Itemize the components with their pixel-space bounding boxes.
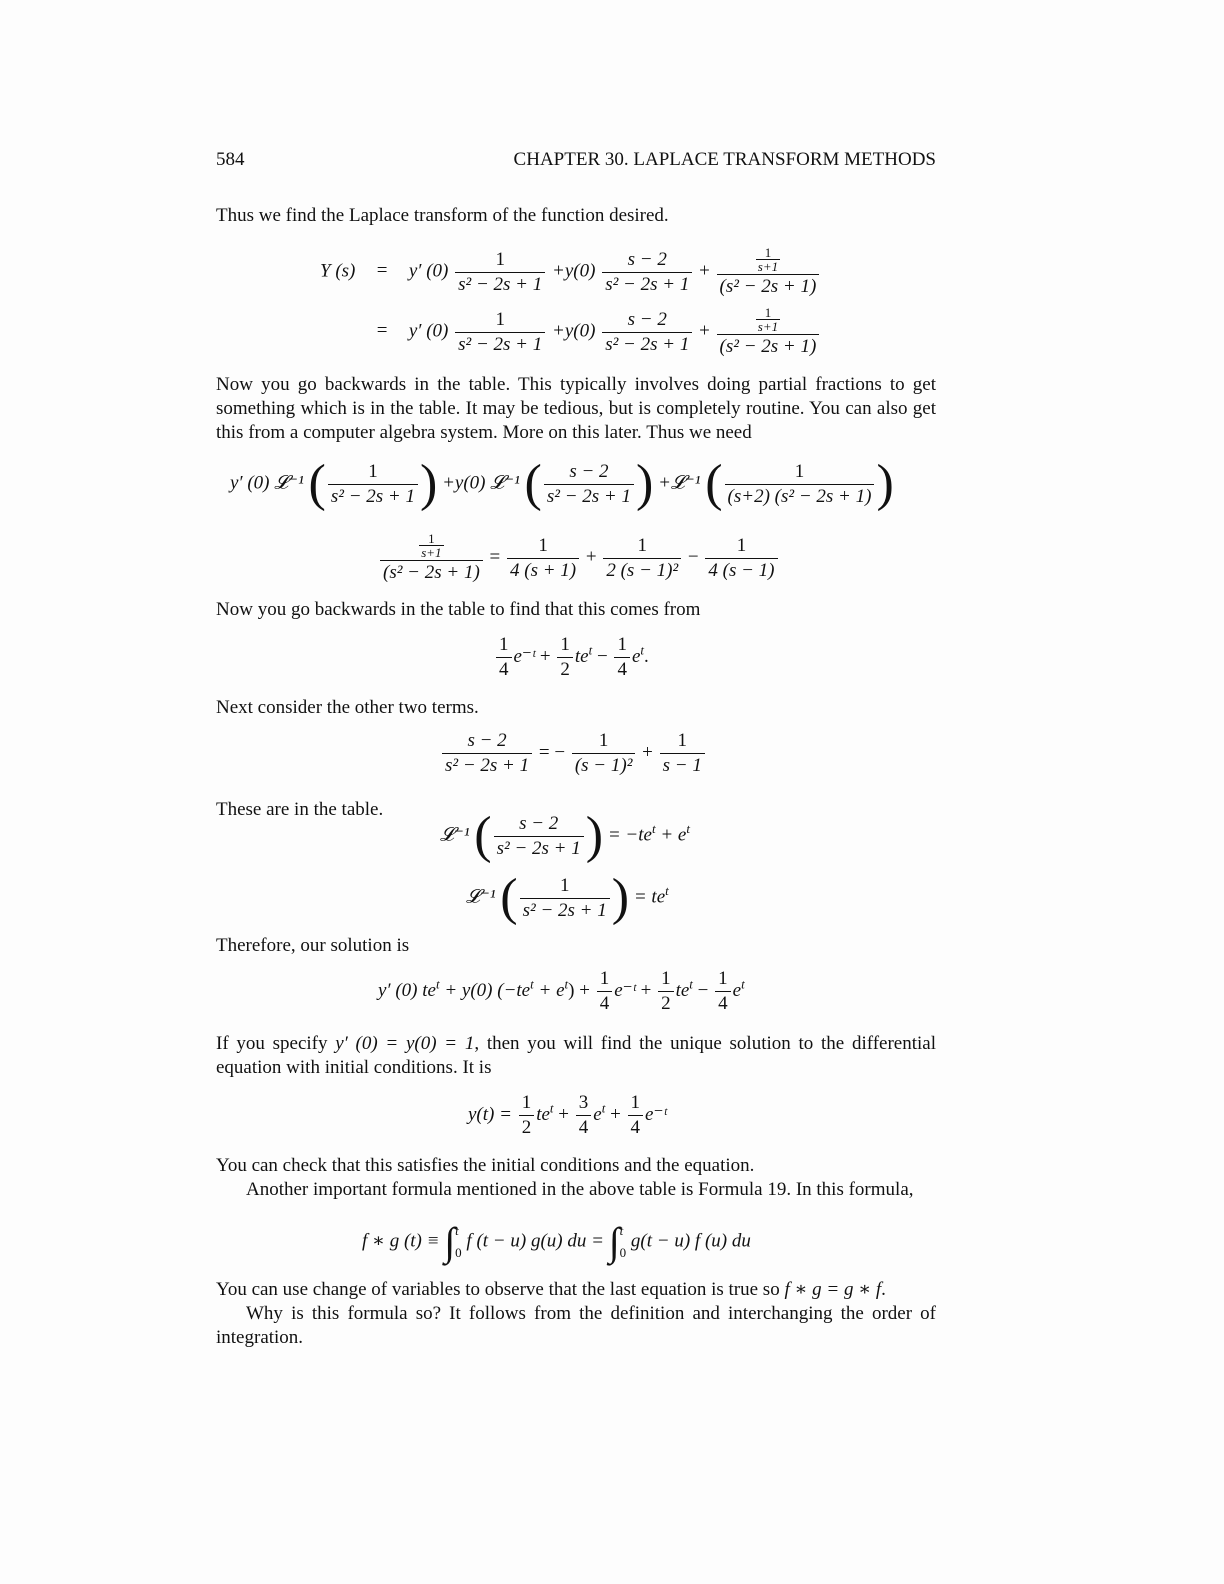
math-text: − (596, 645, 608, 667)
paragraph: Why is this formula so? It follows from the definition and interchanging the order of integration. (216, 1303, 936, 1348)
fraction (328, 461, 418, 508)
equation-yt (468, 1092, 667, 1139)
denominator: 4 (s − 1) (705, 558, 777, 582)
numerator: 1 (368, 460, 378, 482)
superscript: t (549, 1100, 554, 1116)
superscript: t (651, 821, 656, 837)
denominator: (s² − 2s + 1) (717, 274, 820, 298)
fraction (380, 532, 483, 584)
numerator: 1 (428, 531, 435, 546)
fraction (455, 309, 545, 356)
numerator: s − 2 (627, 308, 667, 330)
math-text: + (642, 741, 653, 763)
upper-limit: t (619, 1223, 624, 1238)
fraction (507, 535, 579, 582)
fraction (756, 306, 780, 333)
denominator: (s² − 2s + 1) (717, 334, 820, 358)
superscript: t (588, 642, 593, 658)
denominator: s² − 2s + 1 (494, 836, 584, 860)
math-text: + (610, 1103, 621, 1125)
integral-sign: ∫ (444, 1219, 456, 1264)
paragraph: Now you go backwards in the table. This typically involves doing partial fractions to get something which is in the table. It may be tedious, but is completely routine. You can also get this from a computer algebra system. More on this later. Thus we need (216, 374, 936, 443)
equation-other-terms (440, 730, 707, 777)
numerator: 1 (495, 308, 505, 330)
denominator: 4 (614, 657, 630, 681)
math-text: + (585, 546, 597, 568)
fraction (658, 968, 674, 1015)
denominator: 4 (576, 1115, 592, 1139)
numerator: 1 (637, 534, 647, 556)
denominator: s² − 2s + 1 (442, 753, 532, 777)
denominator: (s − 1)² (572, 753, 636, 777)
denominator: s² − 2s + 1 (544, 484, 634, 508)
math-text: = (376, 320, 388, 342)
math-text: y′ (0) (408, 260, 449, 282)
superscript: t (601, 1100, 606, 1116)
math-text: + (640, 979, 652, 1001)
math-text: = (489, 546, 501, 568)
fraction (602, 309, 692, 356)
numerator: 1 (630, 1092, 641, 1113)
math-text: y′ (0) te (378, 979, 436, 1001)
lower-limit: 0 (455, 1245, 462, 1260)
paragraph (216, 1032, 936, 1080)
denominator: 2 (658, 991, 674, 1015)
fraction (614, 634, 630, 681)
paren-close: ) (876, 455, 894, 512)
numerator: 1 (495, 248, 505, 270)
superscript: t (686, 821, 690, 837)
numerator: 1 (718, 968, 728, 989)
math-text: ) (568, 979, 575, 1001)
fraction (576, 1092, 592, 1139)
page-number: 584 (216, 149, 245, 170)
math-text: f (t − u) g(u) du = (466, 1230, 604, 1252)
numerator: 1 (677, 730, 687, 751)
fraction (496, 634, 512, 681)
math-text: − (697, 979, 709, 1001)
numerator: 1 (617, 634, 627, 655)
denominator: s+1 (757, 259, 779, 274)
math-text: + (699, 320, 710, 342)
denominator: s² − 2s + 1 (328, 484, 418, 508)
denominator: s+1 (757, 319, 779, 334)
fraction (602, 249, 692, 296)
integral-sign: ∫ (608, 1219, 620, 1264)
math-text: + (579, 979, 590, 1001)
paragraph: You can check that this satisfies the initial conditions and the equation. (216, 1155, 755, 1176)
paren-close: ) (611, 869, 630, 926)
numerator: 1 (499, 634, 509, 655)
integral-limits (455, 1220, 462, 1264)
paragraph-text: . (881, 1279, 886, 1300)
math-text: + e (538, 979, 565, 1001)
paren-open: ( (705, 455, 723, 512)
denominator: s² − 2s + 1 (520, 898, 610, 922)
math-text: +y(0) (552, 260, 596, 282)
fraction (442, 730, 532, 777)
math-text: y′ (0) 𝓛⁻¹ (230, 472, 304, 494)
numerator: s − 2 (519, 812, 559, 834)
paragraph (216, 1278, 936, 1302)
paren-open: ( (308, 455, 326, 512)
numerator: 1 (764, 305, 772, 320)
numerator: 1 (538, 534, 548, 556)
math-text: = −te (607, 824, 652, 846)
equation-ys-line1 (320, 246, 821, 298)
denominator: 2 (557, 657, 573, 681)
fraction (544, 461, 634, 508)
fraction (603, 535, 681, 582)
fraction (572, 730, 636, 777)
math-text: f ∗ g (t) ≡ (362, 1230, 440, 1252)
denominator: s² − 2s + 1 (455, 332, 545, 356)
math-text: te (574, 645, 589, 667)
math-text: + (539, 645, 551, 667)
paren-open: ( (524, 455, 542, 512)
paragraph: Therefore, our solution is (216, 935, 410, 956)
equation-convolution (362, 1216, 751, 1268)
numerator: 1 (521, 1092, 532, 1113)
math-text: e⁻ᵗ (614, 979, 636, 1001)
equation-ys-line2 (320, 306, 821, 358)
numerator: 1 (560, 634, 570, 655)
denominator: s² − 2s + 1 (602, 332, 692, 356)
superscript: t (435, 976, 440, 992)
paragraph-text: You can use change of variables to observe that the last equation is true so (216, 1279, 785, 1300)
math-text: +y(0) 𝓛⁻¹ (442, 472, 520, 494)
fraction (715, 968, 731, 1015)
paren-open: ( (474, 807, 492, 864)
numerator: 1 (736, 534, 747, 556)
equation-solution (378, 968, 745, 1015)
denominator: 2 (519, 1115, 535, 1139)
numerator: 1 (794, 460, 805, 482)
paren-open: ( (500, 869, 518, 926)
math-text: e⁻ᵗ (513, 645, 536, 667)
fraction (455, 249, 545, 296)
numerator: s − 2 (627, 248, 667, 270)
denominator: 4 (715, 991, 731, 1015)
paragraph: Thus we find the Laplace transform of the function desired. (216, 205, 669, 226)
math-text: g(t − u) f (u) du (630, 1230, 751, 1252)
fraction (628, 1092, 644, 1139)
paragraph-text: , then you will find the unique solution to the differential equation with initial conditions. It is (216, 1033, 936, 1078)
lower-limit: 0 (619, 1245, 627, 1260)
math-text: + y(0) (−te (444, 979, 531, 1001)
math-text: y′ (0) (408, 320, 449, 342)
fraction (557, 634, 573, 681)
numerator: s − 2 (569, 460, 609, 482)
math-text: +𝓛⁻¹ (658, 472, 701, 494)
math-text: y(t) = (468, 1103, 512, 1125)
upper-limit: t (455, 1223, 459, 1238)
fraction (705, 535, 777, 582)
denominator: s+1 (421, 545, 442, 560)
numerator: 1 (559, 874, 570, 896)
numerator: 1 (764, 245, 772, 260)
numerator: s − 2 (467, 730, 507, 751)
numerator: 1 (599, 968, 610, 989)
fraction (725, 461, 875, 508)
denominator: 4 (628, 1115, 644, 1139)
superscript: t (564, 976, 569, 992)
math-text: te (536, 1103, 550, 1125)
inline-math: y′ (0) = y(0) = 1 (335, 1033, 475, 1054)
fraction (597, 968, 613, 1015)
denominator: 4 (s + 1) (507, 558, 579, 582)
superscript: t (741, 976, 745, 992)
math-text: e (593, 1103, 602, 1125)
math-text: Y (s) (320, 260, 356, 282)
superscript: t (689, 976, 693, 992)
numerator: 1 (598, 730, 609, 751)
math-text: . (644, 645, 649, 667)
paren-close: ) (585, 807, 604, 864)
superscript: t (530, 976, 534, 992)
denominator: s² − 2s + 1 (455, 272, 545, 296)
denominator: (s² − 2s + 1) (380, 560, 483, 584)
fraction (519, 1092, 535, 1139)
denominator: 4 (496, 657, 512, 681)
fraction (717, 306, 820, 358)
math-text: 𝓛⁻¹ (440, 824, 470, 846)
paragraph-text: If you specify (216, 1033, 336, 1054)
equation-partial-fractions (378, 532, 780, 584)
math-text: − (687, 546, 699, 568)
math-text: + (558, 1103, 569, 1125)
equation-inverse-a (440, 807, 690, 864)
math-text: + (699, 260, 710, 282)
fraction (660, 730, 705, 777)
fraction (756, 246, 780, 273)
superscript: t (665, 883, 669, 899)
math-text: + e (660, 824, 687, 846)
denominator: s² − 2s + 1 (602, 272, 692, 296)
numerator: 1 (661, 968, 671, 989)
math-text: e (732, 979, 742, 1001)
equation-inverse-b (466, 869, 669, 926)
chapter-title: CHAPTER 30. LAPLACE TRANSFORM METHODS (513, 149, 936, 170)
numerator: 3 (578, 1092, 589, 1113)
math-text: e (631, 645, 641, 667)
equation-inverse-needed (230, 455, 894, 512)
paragraph: Now you go backwards in the table to find that this comes from (216, 599, 701, 620)
fraction (419, 532, 443, 559)
inline-math: f ∗ g = g ∗ f (784, 1279, 882, 1300)
denominator: 2 (s − 1)² (603, 558, 681, 582)
superscript: t (640, 642, 644, 658)
math-text: 𝓛⁻¹ (466, 886, 496, 908)
math-text: e⁻ᵗ (645, 1103, 667, 1125)
denominator: (s+2) (s² − 2s + 1) (725, 484, 875, 508)
fraction (717, 246, 820, 298)
math-text: te (675, 979, 690, 1001)
math-text: = − (538, 741, 566, 763)
paren-close: ) (420, 455, 438, 512)
paragraph: These are in the table. (216, 799, 384, 820)
math-text: = (376, 260, 388, 282)
denominator: 4 (597, 991, 613, 1015)
denominator: s − 1 (660, 753, 705, 777)
paren-close: ) (636, 455, 654, 512)
math-text: +y(0) (552, 320, 596, 342)
fraction (494, 813, 584, 860)
paragraph: Next consider the other two terms. (216, 697, 479, 718)
equation-table-result (494, 634, 649, 681)
paragraph: Another important formula mentioned in the above table is Formula 19. In this formula, (246, 1179, 914, 1200)
fraction (520, 875, 610, 922)
math-text: = te (633, 886, 666, 908)
integral-limits (620, 1220, 627, 1264)
